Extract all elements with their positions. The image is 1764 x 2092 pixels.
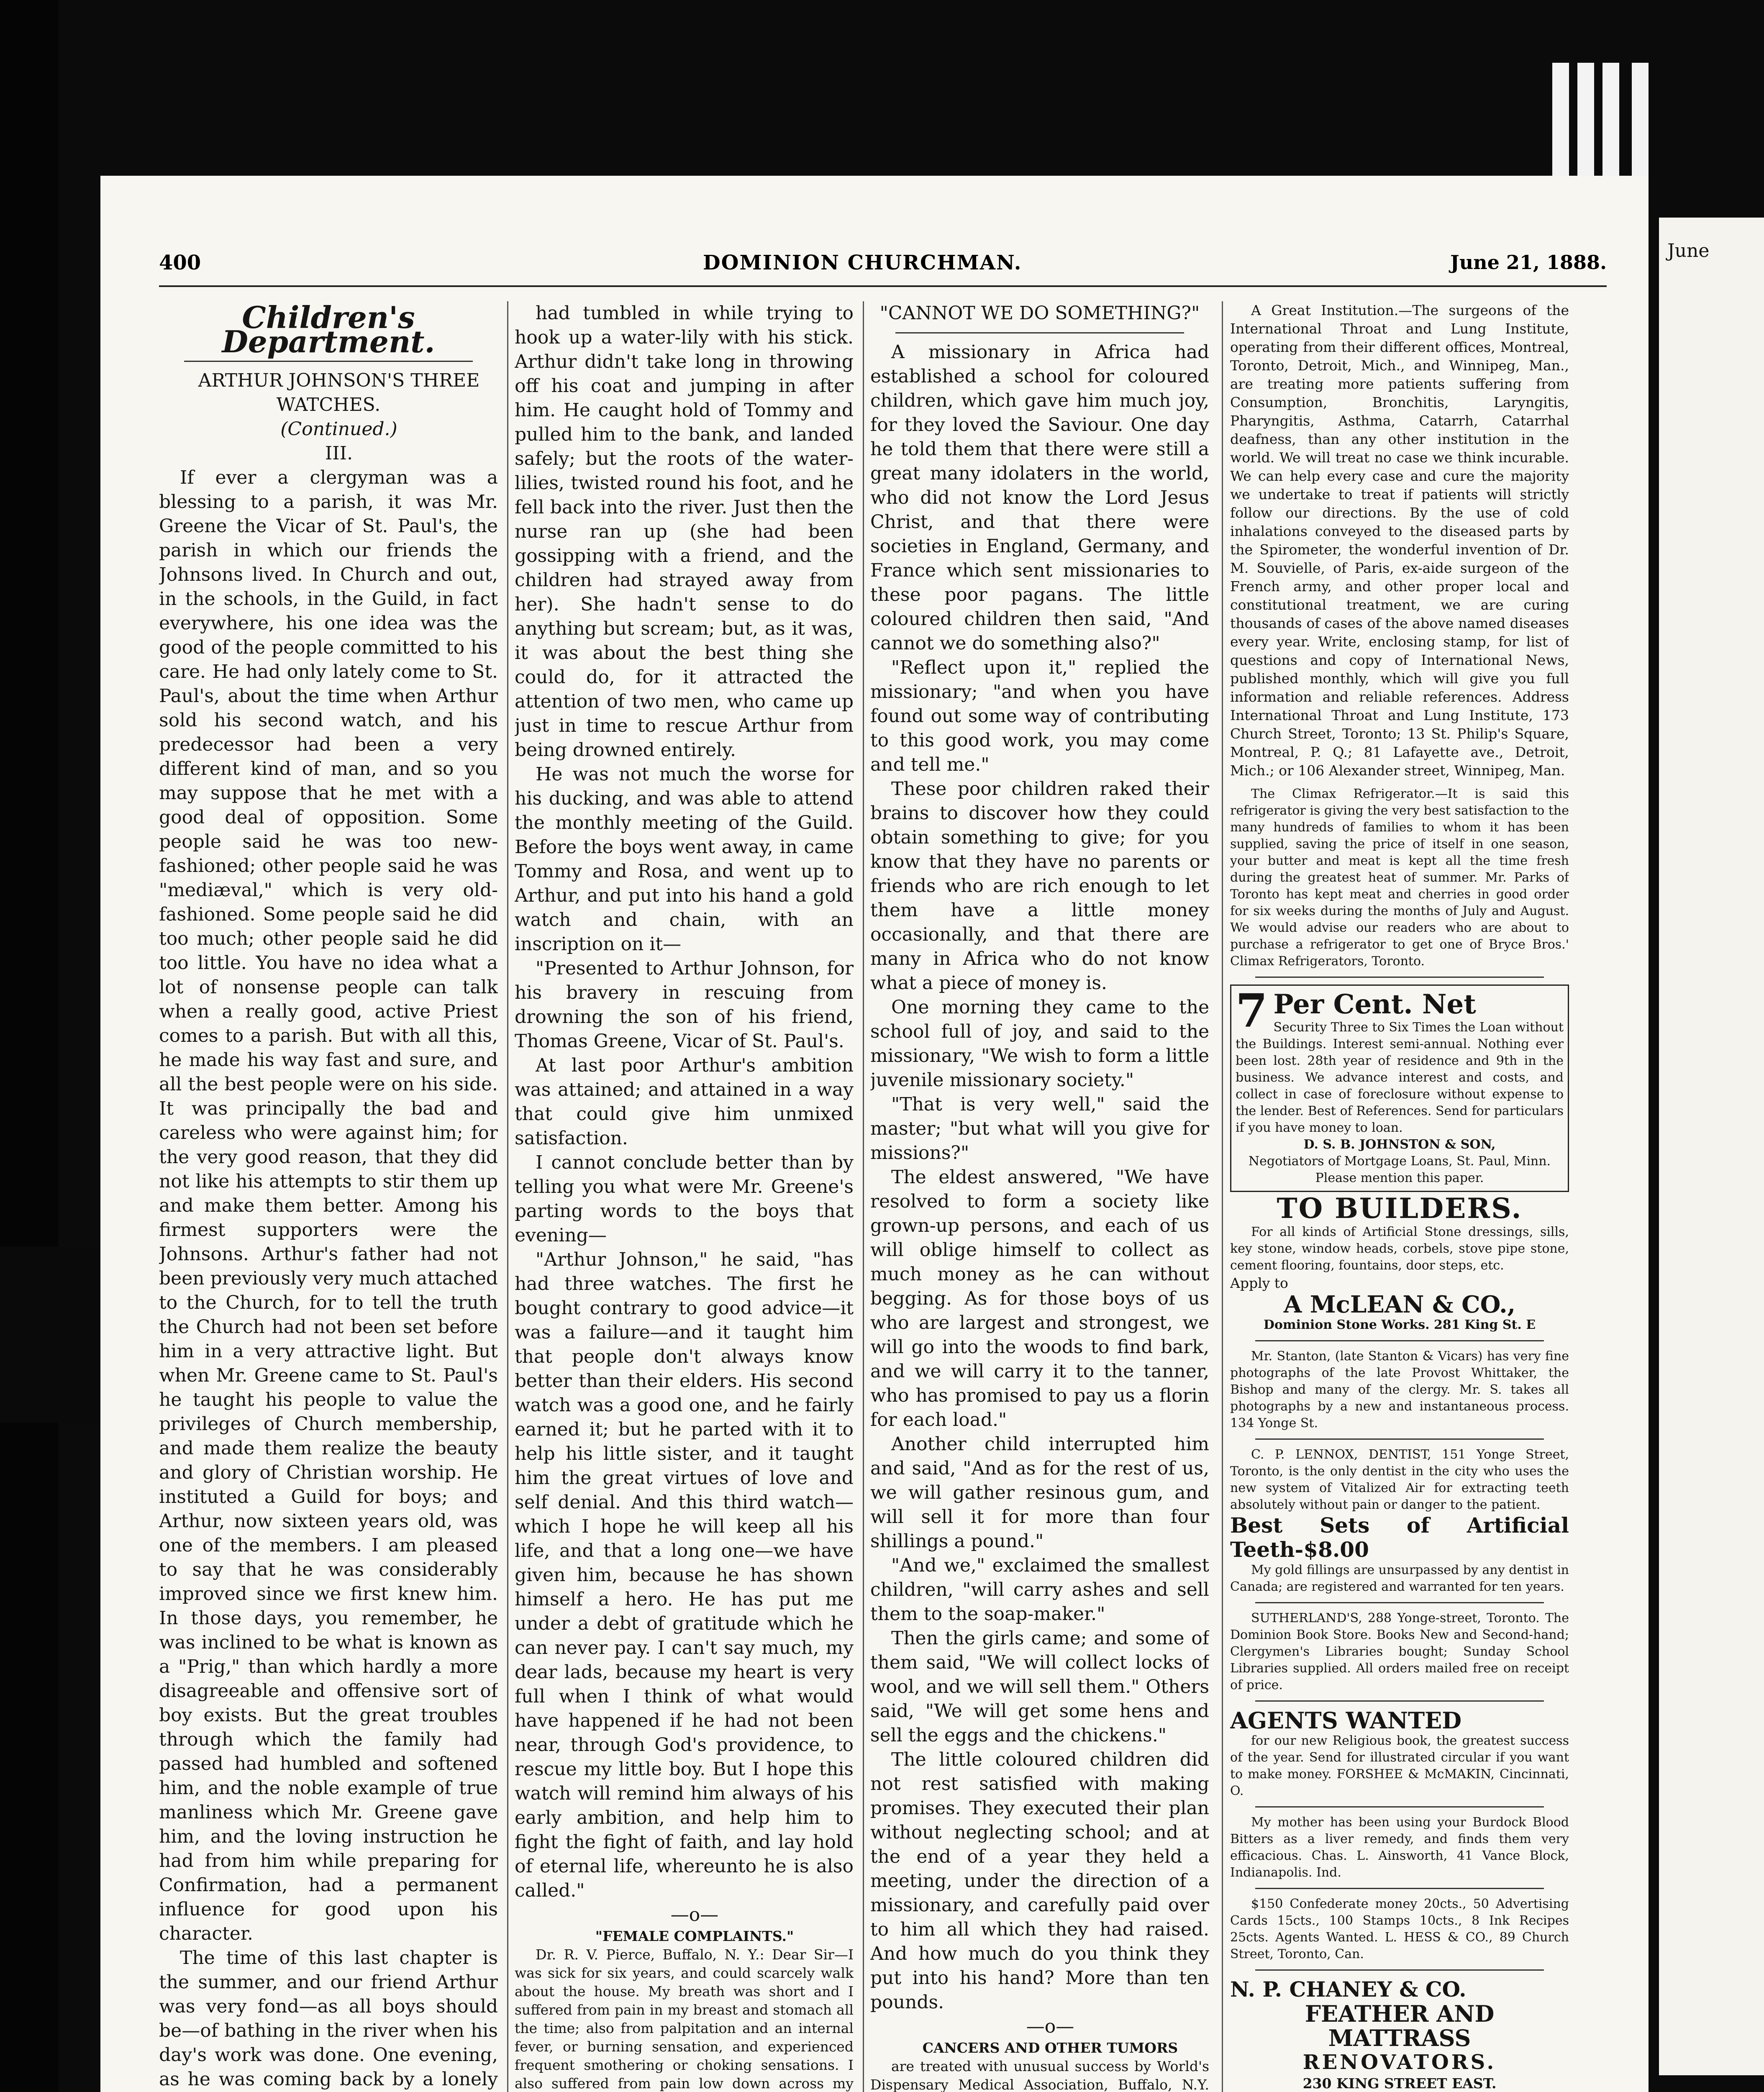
page-header [159, 251, 1607, 285]
paragraph: "Reflect upon it," replied the missionary; "and when you have found out some way of contributing to this good work, you may come and tell me." [870, 657, 1209, 775]
page-number: 400 [159, 251, 201, 274]
department-title: Children's Department. [222, 301, 435, 359]
column-3 [870, 301, 1209, 2092]
paragraph: "That is very well," said the master; "but what will you give for missions?" [870, 1094, 1209, 1164]
teeth-text: My gold fillings are unsurpassed by any dentist in Canada; are registered and warranted for ten years. [1230, 1563, 1569, 1594]
story-title: ARTHUR JOHNSON'S THREE WATCHES. [198, 370, 480, 415]
feather-address: 230 KING STREET EAST. [1302, 2075, 1497, 2092]
column-2 [515, 301, 854, 2092]
feather-title: FEATHER AND MATTRASS [1305, 2000, 1495, 2051]
percent-firm: D. S. B. JOHNSTON & SON, [1303, 1137, 1496, 1152]
facing-page-edge [1659, 218, 1764, 2075]
agents-title: AGENTS WANTED [1230, 1707, 1462, 1734]
paragraph: Then the girls came; and some of them said, "We will collect locks of wool, and we will sell them." Others said, "We will get some hens and sell the eggs and the chickens." [870, 1628, 1209, 1746]
mclean-sub: Dominion Stone Works. 281 King St. E [1263, 1318, 1536, 1332]
percent-numeral: 7 [1236, 984, 1268, 1038]
paragraph: "Presented to Arthur Johnson, for his bravery in rescuing from drowning the son of his friend, Thomas Greene, Vicar of St. Paul's. [515, 958, 854, 1052]
ad-text: Dr. R. V. Pierce, Buffalo, N. Y.: Dear Sir—I was sick for six years, and could scarcely walk about the house. My breath was short and I suffered from pain in my breast and stomach all the time; also from palpitation and an internal fever, or burning sensation, and experienced frequent smothering or choking sensations. I also suffered from pain low down across my [515, 1946, 854, 2092]
paragraph: A missionary in Africa had established a school for coloured children, which gave him much joy, for they loved the Saviour. One day he told them that there were still a great many idolaters in the world, who did not know the Lord Jesus Christ, and that there were societies in England, Germany, and France which sent missionaries to these poor pagans. The little coloured children then said, "And cannot we do something also?" [870, 341, 1209, 654]
percent-firm-text: Negotiators of Mortgage Loans, St. Paul, Minn. Please mention this paper. [1248, 1154, 1551, 1185]
masthead-title: DOMINION CHURCHMAN. [703, 251, 1022, 274]
paragraph: The little coloured children did not rest satisfied with making promises. They executed their plan without neglecting school; and at the end of a year they held a meeting, under the direction of a missionary, and carefully paid over to him all which they had raised. And how much do you think they put into his hand? More than ten pounds. [870, 1749, 1209, 2013]
paragraph: I cannot conclude better than by telling you what were Mr. Greene's parting words to the boys that evening— [515, 1152, 854, 1246]
column-1 [159, 301, 498, 2092]
paragraph: Another child interrupted him and said, "And as for the rest of us, we will gather resinous gum, and will sell it for more than four shillings a pound." [870, 1433, 1209, 1552]
confederate-ad: $150 Confederate money 20cts., 50 Advertising Cards 15cts., 100 Stamps 10cts., 8 Ink Recipes 25cts. Agents Wanted. L. HESS & CO., 89 Church Street, Toronto, Can. [1230, 1897, 1569, 1961]
newspaper-page [100, 176, 1649, 2092]
agents-text: for our new Religious book, the greatest success of the year. Send for illustrated circular if you want to make money. FORSHEE & McMAKIN, Cincinnati, O. [1230, 1733, 1569, 1798]
ad-text: are treated with unusual success by World's Dispensary Medical Association, Buffalo, N.Y. [870, 2058, 1209, 2092]
chapter-number: III. [325, 443, 353, 464]
percent-text: Security Three to Six Times the Loan without the Buildings. Interest semi-annual. Nothing ever been lost. 28th year of residence and 9th in the business. We advance interest and costs, and collect in case of foreclosure without expense to the lender. Best of References. Send for particulars if you have money to loan. [1236, 1020, 1564, 1135]
apply-label: Apply to [1230, 1275, 1288, 1291]
mclean-name: A McLEAN & CO., [1283, 1291, 1516, 1318]
climax-notice: The Climax Refrigerator.—It is said this refrigerator is giving the very best satisfaction to the many hundreds of families to whom it has been supplied, saving the price of itself in one season, your butter and meat is kept all the time fresh during the greatest heat of summer. Mr. Parks of Toronto has kept meat and cherries in good order for six weeks during the months of July and August. We would advise our readers who are about to purchase a refrigerator to get one of Bryce Bros.' Climax Refrigerators, Toronto. [1230, 787, 1569, 969]
paragraph: At last poor Arthur's ambition was attained; and attained in a way that could give him unmixed satisfaction. [515, 1055, 854, 1149]
teeth-title: Best Sets of Artificial Teeth-$8.00 [1230, 1513, 1569, 1562]
article-title: "CANNOT WE DO SOMETHING?" [879, 303, 1200, 324]
ad-title: CANCERS AND OTHER TUMORS [922, 2040, 1178, 2056]
book-spine [0, 0, 59, 2092]
header-rule [159, 285, 1607, 287]
paragraph: The eldest answered, "We have resolved to form a society like grown-up persons, and each of us will oblige himself to collect as much money as he can without begging. As for those boys of us who are largest and strongest, we will go into the woods to find bark, and we will carry it to the tanner, who has promised to pay us a florin for each load." [870, 1166, 1209, 1431]
paragraph: had tumbled in while trying to hook up a water-lily with his stick. Arthur didn't take long in throwing off his coat and jumping in after him. He caught hold of Tommy and pulled him to the bank, and landed safely; but the roots of the water-lilies, twisted round his foot, and he fell back into the river. Just then the nurse ran up (she had been gossipping with a friend, and the children had strayed away from her). She hadn't sense to do anything but scream; but, as it was, it was about the best thing she could do, for it attracted the attention of two men, who came up just in time to rescue Arthur from being drowned entirely. [515, 303, 854, 761]
issue-date: June 21, 1888. [1450, 251, 1607, 274]
section-divider: —o— [670, 1904, 719, 1925]
paragraph: "Arthur Johnson," he said, "has had three watches. The first he bought contrary to good advice—it was a failure—and it taught him that people don't always know better than their elders. His second watch was a good one, and he fairly earned it; but he parted with it to help his little sister, and it taught him the great virtues of love and self denial. And this third watch—which I hope he will keep all his life, and that a long one—we have given him, because he has shown himself a hero. He has put me under a debt of gratitude which he can never pay. I can't say much, my dear lads, because my heart is very full when I think of what would have happened if he had not been near, through God's providence, to rescue my little boy. But I hope this watch will remind him always of his early ambition, and help him to fight the fight of faith, and lay hold of eternal life, whereunto he is also called." [515, 1249, 854, 1901]
continued-note: (Continued.) [280, 418, 397, 440]
paragraph: The time of this last chapter is the summer, and our friend Arthur was very fond—as all boys should be—of bathing in the river when his day's work was done. One evening, as he was coming back by a lonely [159, 1947, 498, 2090]
builders-title: TO BUILDERS. [1277, 1192, 1523, 1225]
column-divider [863, 301, 864, 2092]
ad-title: "FEMALE COMPLAINTS." [595, 1928, 794, 1944]
stanton-ad: Mr. Stanton, (late Stanton & Vicars) has very fine photographs of the late Provost Whittaker, the Bishop and many of the clergy. Mr. S. takes all photographs by a new and instantaneous process. 134 Yonge St. [1230, 1349, 1569, 1431]
renovators: RENOVATORS. [1302, 2051, 1497, 2074]
paragraph: These poor children raked their brains to discover how they could obtain something to give; for you know that they have no parents or friends who are rich enough to let them have a little money occasionally, and that there are many in Africa who do not know what a piece of money is. [870, 778, 1209, 994]
facing-page-text: June [1667, 240, 1710, 262]
filmstrip-marks [1552, 63, 1661, 188]
column-4-advertisements [1230, 301, 1569, 2092]
paragraph: One morning they came to the school full of joy, and said to the missionary, "We wish to form a little juvenile missionary society." [870, 997, 1209, 1091]
column-divider [507, 301, 508, 2092]
institution-notice: A Great Institution.—The surgeons of the International Throat and Lung Institute, operating from their different offices, Montreal, Toronto, Detroit, Mich., and Winnipeg, Man., are treating more patients suffering from Consumption, Bronchitis, Laryngitis, Pharyngitis, Asthma, Catarrh, Catarrhal deafness, than any other institution in the world. We will treat no case we think incurable. We can help every case and cure the majority we undertake to treat if patients will strictly follow our directions. By the use of cold inhalations conveyed to the diseased parts by the Spirometer, the wonderful invention of Dr. M. Souvielle, of Paris, ex-aide surgeon of the French army, and other proper local and constitutional treatment, we are curing thousands of cases of the above named diseases every year. Write, enclosing stamp, for list of questions and copy of International News, published monthly, which will give you full information and reliable references. Address International Throat and Lung Institute, 173 Church Street, Toronto; 13 St. Philip's Square, Montreal, P. Q.; 81 Lafayette ave., Detroit, Mich.; or 106 Alexander street, Winnipeg, Man. [1230, 302, 1569, 779]
section-divider: —o— [1026, 2016, 1074, 2037]
paragraph: If ever a clergyman was a blessing to a parish, it was Mr. Greene the Vicar of St. Paul's, the parish in which our friends the Johnsons lived. In Church and out, in the schools, in the Guild, in fact everywhere, his one idea was the good of the people committed to his care. He had only lately come to St. Paul's, about the time when Arthur sold his second watch, and his predecessor had been a very different kind of man, and so you may suppose that he met with a good deal of opposition. Some people said he was too new-fashioned; other people said he was "mediæval," which is very old-fashioned. Some people said he did too much; other people said he did too little. You have no idea what a lot of nonsense people can talk when a really good, active Priest comes to a parish. But with all this, he made his way fast and sure, and all the best people were on his side. It was principally the bad and careless who were against him; for the very good reason, that they did not like his attempts to stir them up and make them better. Among his firmest supporters were the Johnsons. Arthur's father had not been previously very much attached to the Church, for to tell the truth the Church had not been set before him in a very attractive light. But when Mr. Greene came to St. Paul's he taught his people to value the privileges of Church membership, and made them realize the beauty and glory of Christian worship. He instituted a Guild for boys; and Arthur, now sixteen years old, was one of the members. I am pleased to say that he was considerably improved since we first knew him. In those days, you remember, he was inclined to be what is known as a "Prig," than which hardly a more disagreeable and offensive sort of boy exists. But the great troubles through which the family had passed had humbled and softened him, and the noble example of true manliness which Mr. Greene gave him, and the loving instruction he had from him while preparing for Confirmation, had a permanent influence for good upon his character. [159, 467, 498, 1944]
burdock-ad: My mother has been using your Burdock Blood Bitters as a liver remedy, and finds them very efficacious. Chas. L. Ainsworth, 41 Vance Block, Indianapolis. Ind. [1230, 1815, 1569, 1880]
chaney-name: N. P. CHANEY & CO. [1230, 1977, 1467, 2002]
column-divider [1222, 301, 1223, 2092]
percent-title: Per Cent. Net [1273, 989, 1476, 1020]
paragraph: "And we," exclaimed the smallest children, "will carry ashes and sell them to the soap-maker." [870, 1555, 1209, 1625]
paragraph: He was not much the worse for his ducking, and was able to attend the monthly meeting of the Guild. Before the boys went away, in came Tommy and Rosa, and went up to Arthur, and put into his hand a gold watch and chain, with an inscription on it— [515, 764, 854, 955]
sutherland-ad: SUTHERLAND'S, 288 Yonge-street, Toronto. The Dominion Book Store. Books New and Second-hand; Clergymen's Libraries bought; Sunday School Libraries supplied. All orders mailed free on receipt of price. [1230, 1611, 1569, 1692]
builders-text: For all kinds of Artificial Stone dressings, sills, key stone, window heads, corbels, stove pipe stone, cement flooring, fountains, door steps, etc. [1230, 1225, 1569, 1273]
percent-ad [1230, 984, 1569, 1192]
lennox-ad: C. P. LENNOX, DENTIST, 151 Yonge Street, Toronto, is the only dentist in the city who uses the new system of Vitalized Air for extracting teeth absolutely without pain or danger to the patient. [1230, 1447, 1569, 1512]
